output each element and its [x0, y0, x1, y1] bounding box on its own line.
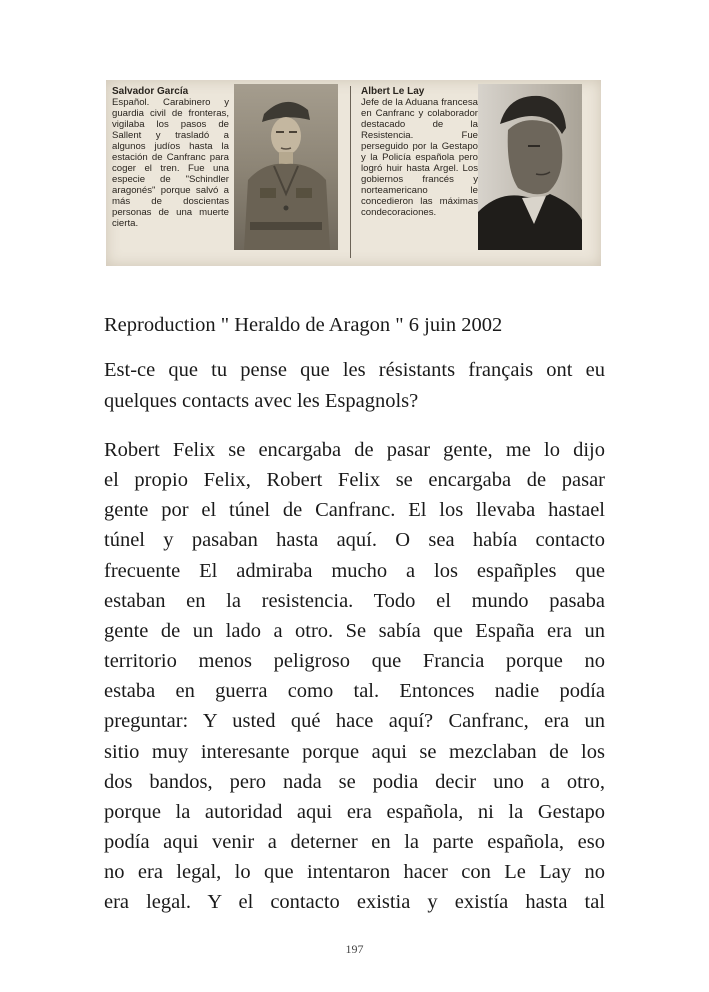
newspaper-clipping — [106, 80, 601, 266]
clipping-right-text: Jefe de la Aduana francesa en Canfranc y colaborador destacado de la Resistencia. Fue perseguido por la Gestapo y la Policía española pero logró huir hasta Argel. Los gobiernos francés y norteamericano le concedieron las máximas condecoraciones. — [361, 97, 478, 218]
clipping-left-name: Salvador García — [112, 86, 189, 97]
answer-line: Robert Felix se encargaba de pasar gente, me lo dijo — [104, 439, 605, 461]
answer-line: no era legal, lo que intentaron hacer con Le Lay no — [104, 861, 605, 884]
answer-line: era legal. Y el contacto existia y existía hasta tal — [104, 891, 605, 914]
clipping-right-name: Albert Le Lay — [361, 86, 425, 97]
portrait-photo-salvador-garcia — [234, 84, 338, 250]
clipping-left-text: Español. Carabinero y guardia civil de fronteras, vigilaba los pasos de Sallent y trasladó a algunos judíos hasta la estación de Canfranc para coger el tren. Fue una especie de "Schindler aragonés" porque salvó a más de doscientas personas de una muerte cierta. — [112, 97, 229, 229]
answer-line: territorio menos peligroso que Francia porque no — [104, 650, 605, 673]
page-number: 197 — [345, 942, 364, 956]
answer-line: túnel y pasaban hasta aquí. O sea había contacto — [104, 529, 605, 552]
answer-line: gente de un lado a otro. Se sabía que España era un — [104, 619, 605, 642]
answer-line: preguntar: Y usted qué hace aquí? Canfranc, era un — [104, 710, 605, 733]
answer-line: dos bandos, pero nada se podia decir uno a otro, — [104, 770, 605, 793]
answer-line: estaban en la resistencia. Todo el mundo pasaba — [104, 589, 605, 612]
answer-line: sitio muy interesante porque aqui se mezclaban de los — [104, 740, 605, 763]
clipping-right-column — [361, 86, 478, 218]
figure-caption: Reproduction " Heraldo de Aragon " 6 juin 2002 — [104, 314, 503, 336]
answer-line: el propio Felix, Robert Felix se encargaba de pasar — [104, 469, 605, 492]
clipping-left-column — [112, 86, 229, 229]
portrait-photo-albert-le-lay — [478, 84, 582, 250]
interview-question: Est-ce que tu pense que les résistants français ont eu quelques contacts avec les Espagnols? — [104, 359, 605, 412]
interview-answer — [104, 435, 605, 918]
answer-line: podía aqui venir a deterner en la parte española, eso — [104, 831, 605, 854]
answer-line: frecuente El admiraba mucho a los españples que — [104, 559, 605, 582]
answer-line: gente por el túnel de Canfranc. El los llevaba hastael — [104, 499, 605, 522]
answer-line: porque la autoridad aqui era española, ni la Gestapo — [104, 800, 605, 823]
clipping-divider — [350, 86, 351, 258]
answer-line: estaba en guerra como tal. Entonces nadie podía — [104, 680, 605, 703]
